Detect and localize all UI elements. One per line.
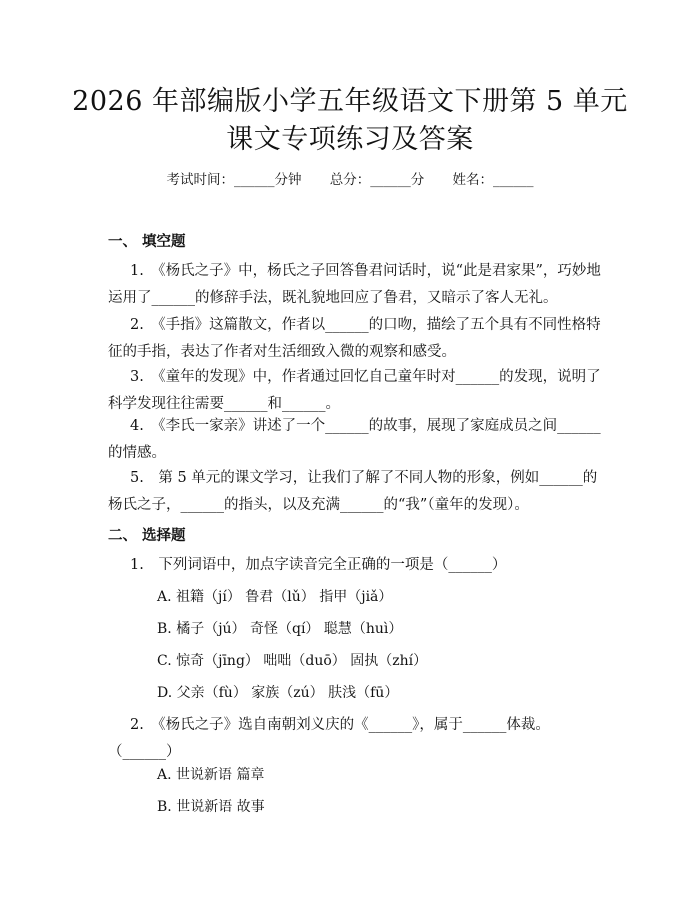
title-line-1: 2026 年部编版小学五年级语文下册第 5 单元 bbox=[72, 86, 628, 117]
fill-question-3: 3. 《童年的发现》中，作者通过回忆自己童年时对______的发现，说明了科学发现往往需要______和______。 bbox=[108, 369, 601, 412]
choice-1-option-b: B. 橘子（jú） 奇怪（qí） 聪慧（huì） bbox=[157, 621, 403, 637]
choice-2-option-b: B. 世说新语 故事 bbox=[157, 799, 265, 815]
section-heading-fill: 一、 填空题 bbox=[108, 233, 186, 250]
choice-2-option-a: A. 世说新语 篇章 bbox=[157, 767, 265, 783]
fill-question-5: 5. 第 5 单元的课文学习，让我们了解了不同人物的形象，例如______的杨氏之子，______的指头，以及充满______的“我”（童年的发现）。 bbox=[108, 470, 598, 513]
exam-score: 总分：______分 bbox=[329, 172, 425, 188]
fill-question-2: 2. 《手指》这篇散文，作者以______的口吻，描绘了五个具有不同性格特征的手指，表达了作者对生活细致入微的观察和感受。 bbox=[108, 317, 601, 360]
section-heading-choice: 二、 选择题 bbox=[108, 527, 186, 544]
fill-question-1: 1. 《杨氏之子》中，杨氏之子回答鲁君问话时，说“此是君家果”，巧妙地运用了______的修辞手法，既礼貌地回应了鲁君，又暗示了客人无礼。 bbox=[108, 263, 601, 306]
choice-1-option-c: C. 惊奇（jīng） 咄咄（duō） 固执（zhí） bbox=[157, 653, 428, 669]
choice-1-option-d: D. 父亲（fù） 家族（zú） 肤浅（fū） bbox=[157, 685, 399, 701]
exam-meta bbox=[0, 168, 700, 188]
exam-time: 考试时间：______分钟 bbox=[166, 172, 302, 188]
choice-question-1: 1. 下列词语中，加点字读音完全正确的一项是（______） bbox=[130, 557, 507, 573]
title-line-2: 课文专项练习及答案 bbox=[226, 124, 474, 155]
fill-question-4: 4. 《李氏一家亲》讲述了一个______的故事，展现了家庭成员之间______的情感。 bbox=[108, 418, 601, 461]
choice-question-2: 2. 《杨氏之子》选自南朝刘义庆的《______》，属于______体裁。（______） bbox=[108, 717, 550, 760]
choice-1-option-a: A. 祖籍（jí） 鲁君（lǔ） 指甲（jiǎ） bbox=[157, 589, 393, 605]
exam-name: 姓名：______ bbox=[452, 172, 534, 188]
